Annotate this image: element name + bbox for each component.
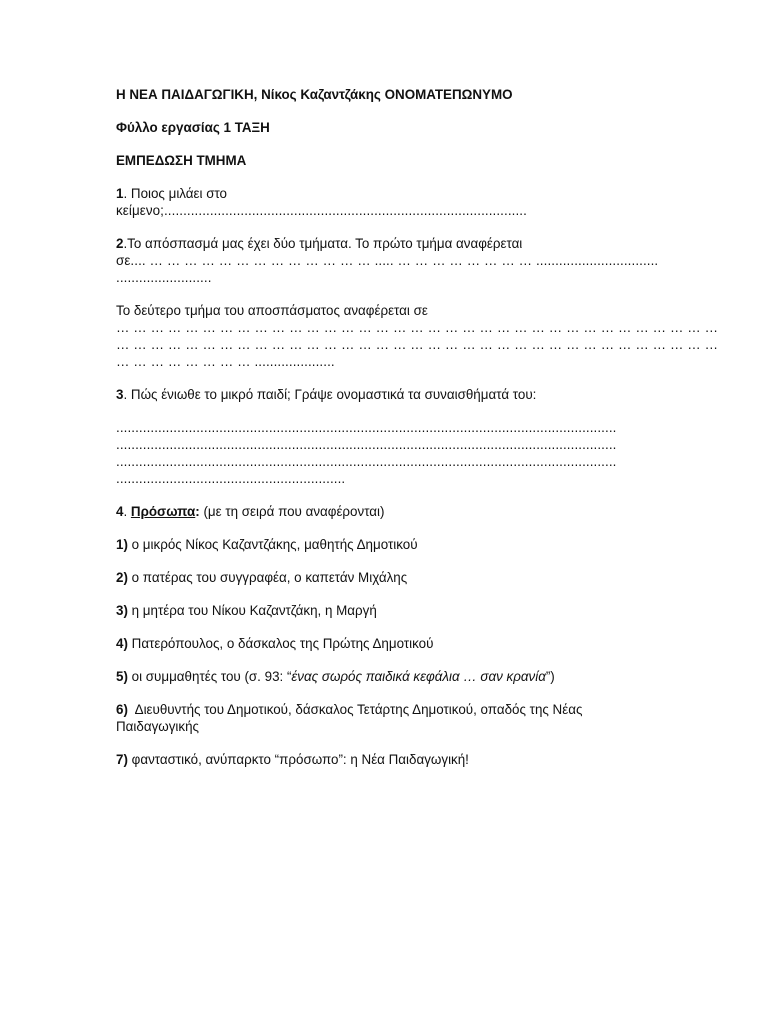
q3-dots-line: ............................................................ [116, 471, 346, 486]
q1-text: . Ποιος μιλάει στο [123, 186, 228, 201]
person-text: ο πατέρας του συγγραφέα, ο καπετάν Μιχάλης [127, 570, 408, 585]
person-item [116, 569, 656, 586]
person-text: Πατερόπουλος, ο δάσκαλος της Πρώτης Δημοτικού [127, 636, 434, 651]
question-3-answer [116, 419, 656, 487]
q2-answer-line: σε.... … … … … … … … … … … … … … ..... … … … … … … … … ................................ [116, 253, 659, 268]
q1-number: 1 [116, 186, 124, 201]
person-item [116, 751, 656, 768]
q4-note: (με τη σειρά που αναφέρονται) [199, 504, 385, 519]
person-number: 1) [116, 537, 128, 552]
person-item [116, 635, 656, 652]
person-text: ο μικρός Νίκος Καζαντζάκης, μαθητής Δημοτικού [127, 537, 418, 552]
q3-text: . Πώς ένιωθε το μικρό παιδί; Γράψε ονομαστικά τα συναισθήματά του: [123, 387, 537, 402]
person-item [116, 668, 656, 685]
q2-dots-line: … … … … … … … … … … … … … … … … … … … … … … … … … … … … … … … … … … … [116, 320, 719, 335]
q4-title: Πρόσωπα [130, 504, 196, 519]
q2-dots-line: … … … … … … … … ..................... [116, 354, 335, 369]
worksheet [116, 86, 719, 784]
person-number: 3) [116, 603, 128, 618]
question-2 [116, 235, 659, 286]
q3-dots-line: ................................................................................................................................... [116, 420, 617, 435]
header-worksheet: Φύλλο εργασίας 1 ΤΑΞΗ [116, 120, 270, 135]
person-number: 7) [116, 752, 128, 767]
person-text-end: ”) [545, 669, 555, 684]
person-text: η μητέρα του Νίκου Καζαντζάκη, η Μαργή [127, 603, 377, 618]
header-title: Η ΝΕΑ ΠΑΙΔΑΓΩΓΙΚΗ, Νίκος Καζαντζάκης ΟΝΟΜΑΤΕΠΩΝΥΜΟ [116, 87, 513, 102]
person-text: Διευθυντής του Δημοτικού, δάσκαλος Τετάρτης Δημοτικού, οπαδός της Νέας Παιδαγωγικής [116, 702, 587, 734]
person-item [116, 602, 656, 619]
q2-answer-line-end: ......................... [116, 270, 212, 285]
q3-dots-line: ................................................................................................................................... [116, 437, 617, 452]
q3-dots-line: ................................................................................................................................... [116, 454, 617, 469]
q2-text: .Το απόσπασμά μας έχει δύο τμήματα. Το πρώτο τμήμα αναφέρεται [123, 236, 523, 251]
q2-number: 2 [116, 236, 124, 251]
person-number: 4) [116, 636, 128, 651]
q4-number: 4 [116, 504, 124, 519]
question-2-second-part [116, 302, 719, 370]
person-number: 2) [116, 570, 128, 585]
q2-dots-line: … … … … … … … … … … … … … … … … … … … … … … … … … … … … … … … … … … … [116, 337, 719, 352]
person-number: 5) [116, 669, 128, 684]
question-3 [116, 386, 656, 403]
person-number: 6) [116, 702, 128, 717]
header-section: ΕΜΠΕΔΩΣΗ ΤΜΗΜΑ [116, 153, 247, 168]
q1-answer-line: κείμενο;............................................................................................... [116, 203, 527, 218]
person-text: οι συμμαθητές του (σ. 93: “ [127, 669, 292, 684]
q4-separator: . [123, 504, 131, 519]
q3-number: 3 [116, 387, 124, 402]
q4-colon: : [195, 504, 200, 519]
person-text: φανταστικό, ανύπαρκτο “πρόσωπο”: η Νέα Παιδαγωγική! [127, 752, 469, 767]
person-item [116, 536, 656, 553]
question-4 [116, 503, 656, 520]
question-1 [116, 185, 656, 219]
person-quote: ένας σωρός παιδικά κεφάλια … σαν κρανία [291, 669, 546, 684]
person-item [116, 701, 656, 735]
q2-second-text: Το δεύτερο τμήμα του αποσπάσματος αναφέρεται σε [116, 303, 428, 318]
